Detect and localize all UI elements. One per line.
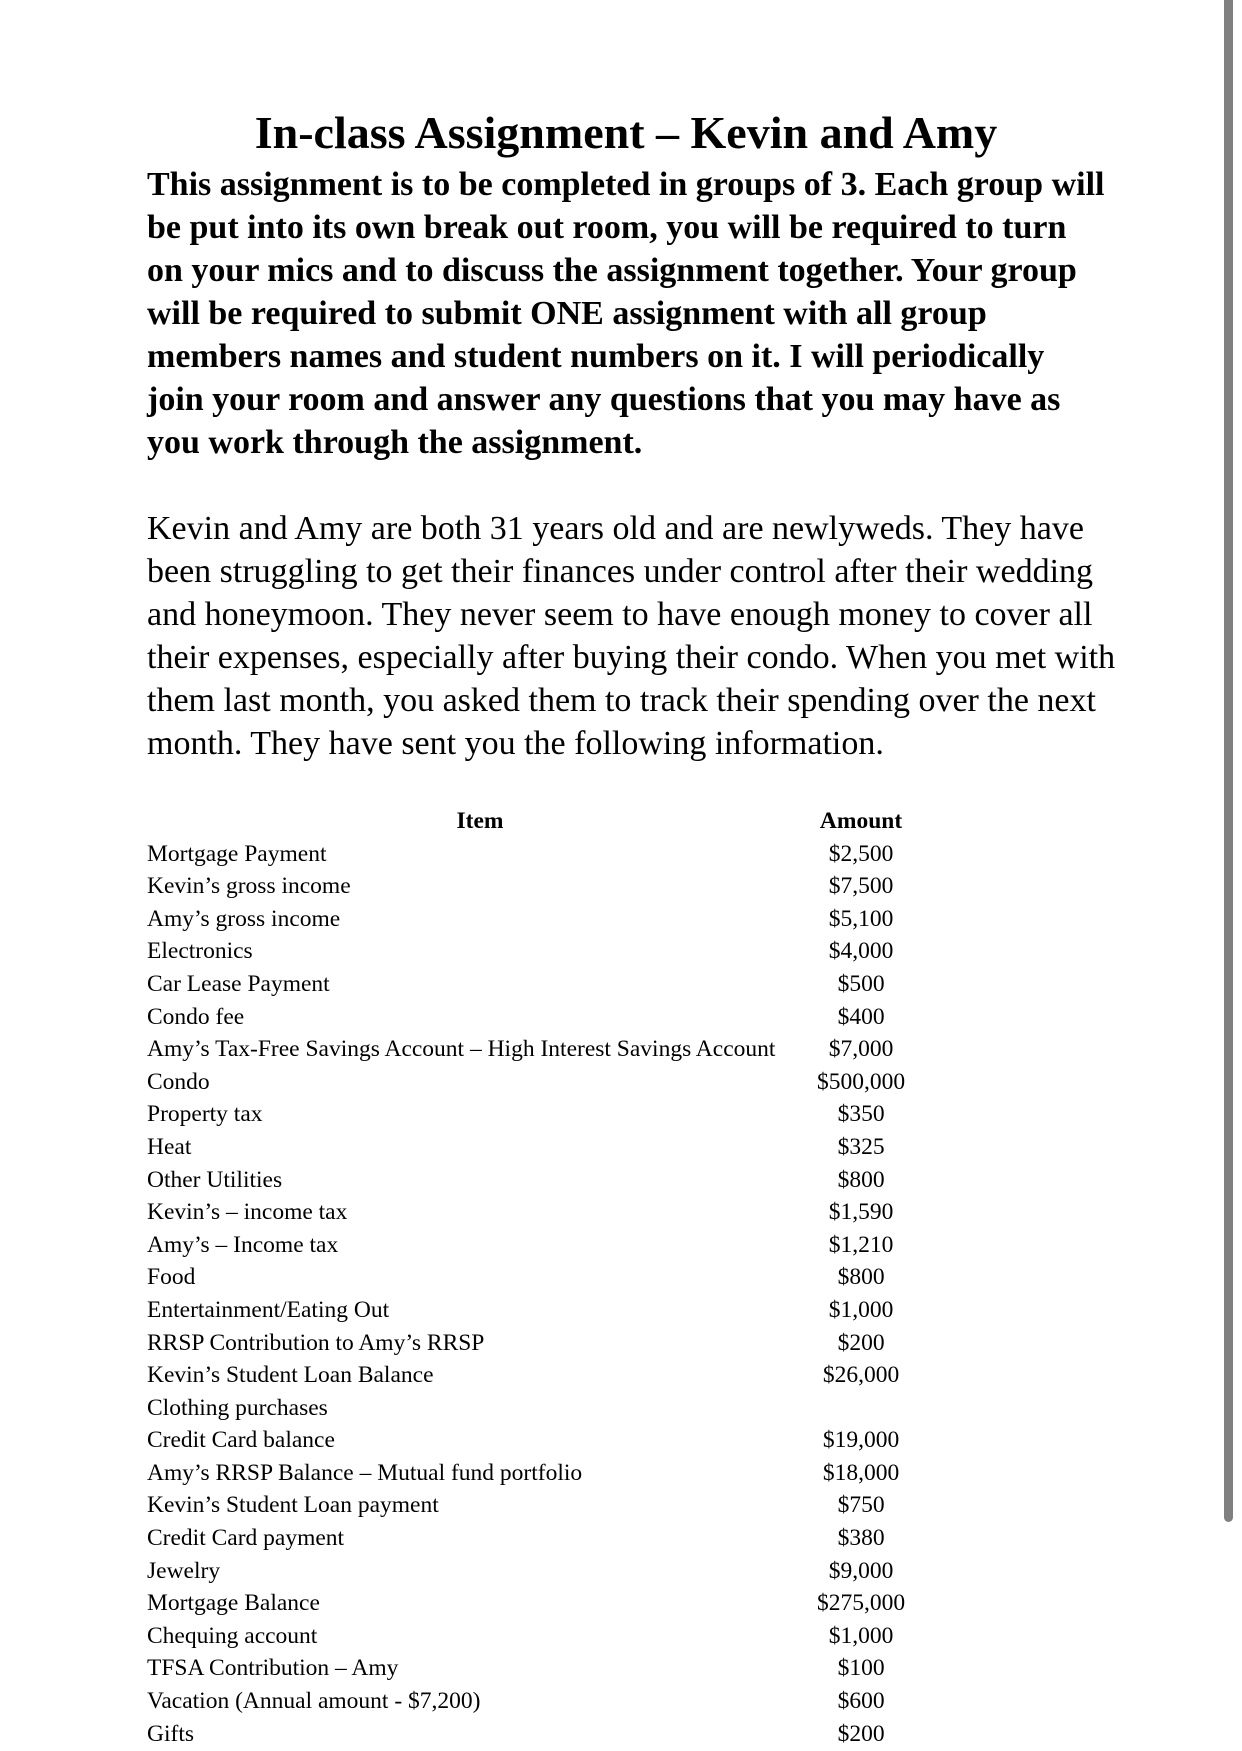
table-row	[145, 1718, 907, 1751]
amount-column-header: Amount	[819, 808, 903, 834]
document-title: In-class Assignment – Kevin and Amy	[254, 107, 998, 158]
amount-cell: $200	[837, 1720, 885, 1747]
amount-cell: $18,000	[822, 1459, 900, 1486]
amount-cell: $800	[837, 1264, 885, 1291]
item-cell: Condo	[147, 1068, 210, 1095]
item-cell: Car Lease Payment	[147, 970, 330, 997]
table-row	[145, 1489, 907, 1522]
item-cell: Heat	[147, 1133, 192, 1160]
table-row	[145, 1327, 907, 1360]
amount-cell: $26,000	[822, 1362, 900, 1389]
item-cell: Property tax	[147, 1101, 263, 1128]
amount-cell: $380	[837, 1525, 885, 1552]
item-cell: Condo fee	[147, 1003, 245, 1030]
item-column-header: Item	[456, 808, 504, 834]
item-cell: Kevin’s Student Loan Balance	[147, 1362, 434, 1389]
item-cell: Other Utilities	[147, 1166, 283, 1193]
amount-cell: $1,590	[828, 1199, 894, 1226]
amount-cell: $500,000	[817, 1068, 906, 1095]
table-row	[145, 1522, 907, 1555]
item-cell: Kevin’s – income tax	[147, 1199, 348, 1226]
table-row	[145, 1131, 907, 1164]
table-row	[145, 1164, 907, 1197]
amount-cell: $100	[837, 1655, 885, 1682]
item-cell: Entertainment/Eating Out	[147, 1296, 390, 1323]
amount-cell: $1,000	[828, 1296, 894, 1323]
amount-cell: $750	[837, 1492, 885, 1519]
table-row	[145, 1620, 907, 1653]
table-row	[145, 903, 907, 936]
item-cell: Electronics	[147, 938, 253, 965]
amount-cell: $600	[837, 1688, 885, 1715]
table-row	[145, 1424, 907, 1457]
table-row	[145, 1685, 907, 1718]
table-row	[145, 968, 907, 1001]
item-cell: Food	[147, 1264, 196, 1291]
amount-cell: $200	[837, 1329, 885, 1356]
amount-cell: $19,000	[822, 1427, 900, 1454]
item-cell: Credit Card payment	[147, 1525, 345, 1552]
amount-cell: $800	[837, 1166, 885, 1193]
amount-cell: $1,210	[828, 1231, 894, 1258]
amount-cell: $500	[837, 970, 885, 997]
item-cell: Mortgage Payment	[147, 840, 327, 867]
table-row	[145, 870, 907, 903]
amount-cell: $7,500	[828, 873, 894, 900]
item-cell: Amy’s RRSP Balance – Mutual fund portfolio	[147, 1459, 583, 1486]
table-row	[145, 1229, 907, 1262]
amount-cell	[815, 1392, 907, 1425]
table-row	[145, 935, 907, 968]
table-row	[145, 1359, 907, 1392]
table-row	[145, 1652, 907, 1685]
amount-cell: $325	[837, 1133, 885, 1160]
item-cell: Chequing account	[147, 1622, 318, 1649]
amount-cell: $7,000	[828, 1036, 894, 1063]
amount-cell: $2,500	[828, 840, 894, 867]
amount-cell: $350	[837, 1101, 885, 1128]
financial-items-table	[145, 805, 907, 1750]
table-row	[145, 1196, 907, 1229]
item-cell: RRSP Contribution to Amy’s RRSP	[147, 1329, 485, 1356]
assignment-instructions: This assignment is to be completed in groups of 3. Each group will be put into its own break out room, you will be required to turn on your mics and to discuss the assignment together. Your group will be required to submit ONE assignment with all group members names and student numbers on it. I will periodically join your room and answer any questions that you may have as you work through the assignment.	[147, 166, 1105, 461]
item-cell: TFSA Contribution – Amy	[147, 1655, 399, 1682]
item-cell: Clothing purchases	[147, 1394, 328, 1421]
item-cell: Amy’s – Income tax	[147, 1231, 339, 1258]
table-row	[145, 1066, 907, 1099]
item-cell: Vacation (Annual amount - $7,200)	[147, 1688, 481, 1715]
table-row	[145, 1261, 907, 1294]
table-row	[145, 1392, 907, 1425]
item-cell: Credit Card balance	[147, 1427, 335, 1454]
item-cell: Kevin’s Student Loan payment	[147, 1492, 439, 1519]
item-cell: Kevin’s gross income	[147, 873, 351, 900]
item-cell: Mortgage Balance	[147, 1590, 320, 1617]
item-cell: Jewelry	[147, 1557, 221, 1584]
amount-cell: $5,100	[828, 905, 894, 932]
amount-cell: $275,000	[817, 1590, 906, 1617]
item-cell: Gifts	[147, 1720, 194, 1747]
amount-cell: $400	[837, 1003, 885, 1030]
case-description: Kevin and Amy are both 31 years old and are newlyweds. They have been struggling to get their finances under control after their wedding and honeymoon. They never seem to have enough money to cover all their expenses, especially after buying their condo. When you met with them last month, you asked them to track their spending over the next month. They have sent you the following information.	[147, 510, 1116, 762]
table-row	[145, 1033, 907, 1066]
table-row	[145, 1587, 907, 1620]
vertical-scrollbar[interactable]	[1224, 0, 1233, 1522]
item-cell: Amy’s Tax-Free Savings Account – High Interest Savings Account	[147, 1036, 776, 1063]
table-row	[145, 838, 907, 871]
table-header-row	[145, 805, 907, 838]
amount-cell: $9,000	[828, 1557, 894, 1584]
table-row	[145, 1098, 907, 1131]
amount-cell: $4,000	[828, 938, 894, 965]
table-row	[145, 1555, 907, 1588]
item-cell: Amy’s gross income	[147, 905, 341, 932]
table-row	[145, 1457, 907, 1490]
amount-cell: $1,000	[828, 1622, 894, 1649]
table-row	[145, 1001, 907, 1034]
table-row	[145, 1294, 907, 1327]
